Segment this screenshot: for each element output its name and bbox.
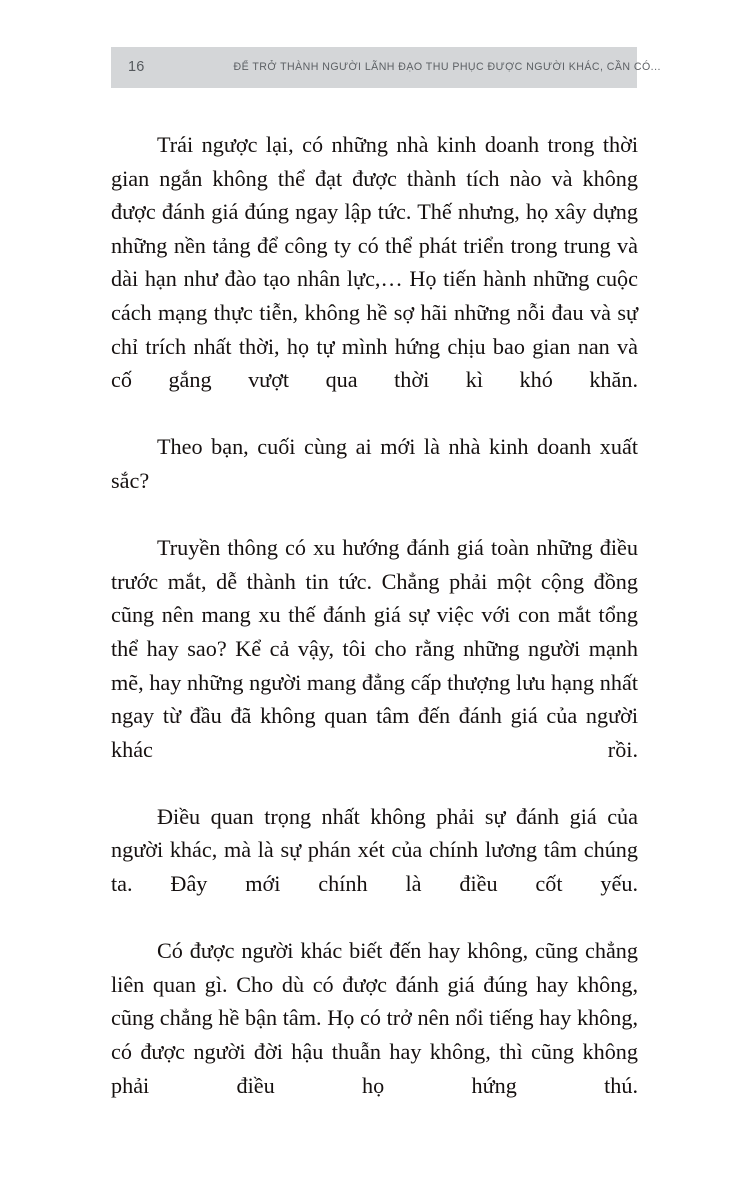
page-number: 16 <box>128 59 145 76</box>
body-text-column <box>111 128 638 1136</box>
paragraph: Truyền thông có xu hướng đánh giá toàn những điều trước mắt, dễ thành tin tức. Chẳng phải một cộng đồng cũng nên mang xu thế đánh giá sự việc với con mắt tổng thể hay sao? Kể cả vậy, tôi cho rằng những người mạnh mẽ, hay những người mang đẳng cấp thượng lưu hạng nhất ngay từ đầu đã không quan tâm đến đánh giá của người khác rồi. <box>111 535 638 762</box>
chapter-title: ĐỂ TRỞ THÀNH NGƯỜI LÃNH ĐẠO THU PHỤC ĐƯỢC NGƯỜI KHÁC, CẦN CÓ... <box>233 61 661 74</box>
paragraph: Điều quan trọng nhất không phải sự đánh giá của người khác, mà là sự phán xét của chính lương tâm chúng ta. Đây mới chính là điều cốt yếu. <box>111 803 638 897</box>
paragraph: Có được người khác biết đến hay không, cũng chẳng liên quan gì. Cho dù có được đánh giá đúng hay không, cũng chẳng hề bận tâm. Họ có trở nên nổi tiếng hay không, có được người đời hậu thuẫn hay không, thì cũng không phải điều họ hứng thú. <box>111 938 638 1098</box>
paragraph: Theo bạn, cuối cùng ai mới là nhà kinh doanh xuất sắc? <box>111 434 638 493</box>
paragraph: Trái ngược lại, có những nhà kinh doanh trong thời gian ngắn không thể đạt được thành tích nào và không được đánh giá đúng ngay lập tức. Thế nhưng, họ xây dựng những nền tảng để công ty có thể phát triển trong trung và dài hạn như đào tạo nhân lực,… Họ tiến hành những cuộc cách mạng thực tiễn, không hề sợ hãi những nỗi đau và sự chỉ trích nhất thời, họ tự mình hứng chịu bao gian nan và cố gắng vượt qua thời kì khó khăn. <box>111 132 638 393</box>
running-header <box>111 47 661 88</box>
